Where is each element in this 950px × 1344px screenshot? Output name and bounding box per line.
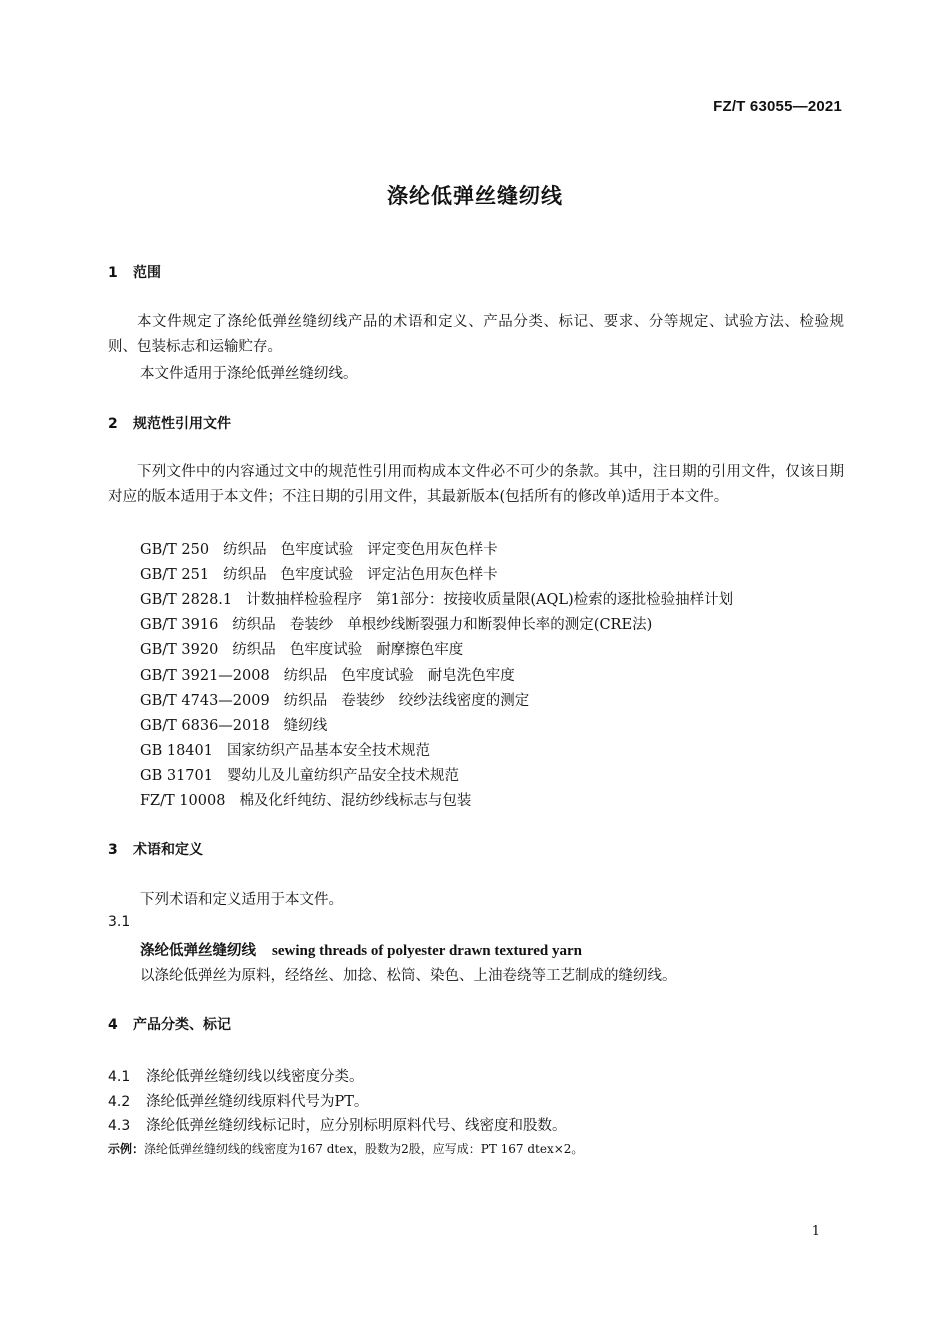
section-number: 4 [108,1017,118,1033]
reference-title-part: 色牢度试验 [341,667,414,684]
reference-title-part: 绞纱法线密度的测定 [398,692,530,709]
reference-title-part: 纺织品 [223,567,267,584]
subclause-text: 涤纶低弹丝缝纫线标记时，应分别标明原料代号、线密度和股数。 [146,1118,567,1134]
term-number: 3.1 [108,914,131,930]
reference-title-part: 单根纱线断裂强力和断裂伸长率的测定(CRE法) [347,617,653,634]
reference-item [140,664,515,685]
marking-example [108,1140,583,1157]
document-title: 涤纶低弹丝缝纫线 [387,184,563,208]
subclause-4-3 [108,1114,567,1135]
reference-code: FZ/T 10008 [140,793,226,809]
section-4-heading [108,1014,231,1034]
reference-title-part: 评定变色用灰色样卡 [367,542,498,558]
example-label: 示例： [108,1142,145,1156]
reference-title-part: 卷装纱 [341,692,385,709]
terms-intro: 下列术语和定义适用于本文件。 [140,892,343,908]
section-title: 产品分类、标记 [133,1017,231,1033]
reference-title-part: 第1部分：按接收质量限(AQL)检索的逐批检验抽样计划 [376,592,734,609]
reference-title-part: 计数抽样检验程序 [246,592,363,609]
reference-item [140,714,327,735]
subclause-text: 涤纶低弹丝缝纫线以线密度分类。 [146,1069,364,1085]
reference-code: GB/T 6836—2018 [140,717,270,734]
section-title: 术语和定义 [133,842,203,858]
standard-code: FZ/T 63055—2021 [713,98,842,115]
section-3-heading [108,839,203,859]
reference-item [140,563,498,584]
scope-paragraph: 本文件规定了涤纶低弹丝缝纫线产品的术语和定义、产品分类、标记、要求、分等规定、试验方法、检验规则、包装标志和运输贮存。 [108,314,844,355]
section-number: 3 [108,842,118,858]
reference-item [140,613,652,634]
reference-title-part: 色牢度试验 [289,642,363,659]
reference-item [140,588,733,609]
page-number: 1 [811,1224,820,1239]
reference-code: GB/T 250 [140,542,210,558]
subclause-number: 4.2 [108,1094,131,1110]
reference-item [140,638,463,659]
reference-item [140,789,471,810]
scope-applicability: 本文件适用于涤纶低弹丝缝纫线。 [140,366,358,382]
section-number: 2 [108,416,118,432]
term-definition: 以涤纶低弹丝为原料，经络丝、加捻、松筒、染色、上油卷绕等工艺制成的缝纫线。 [140,968,677,984]
reference-title-part: 婴幼儿及儿童纺织产品安全技术规范 [226,767,459,784]
section-1-heading [108,262,161,282]
reference-title-part: 纺织品 [232,642,276,659]
reference-item [140,689,529,710]
subclause-text: 涤纶低弹丝缝纫线原料代号为PT。 [146,1094,369,1110]
reference-item [140,739,430,760]
term-chinese: 涤纶低弹丝缝纫线 [140,943,256,959]
reference-title-part: 耐摩擦色牢度 [376,642,464,659]
reference-title-part: 耐皂洗色牢度 [427,667,515,684]
reference-code: GB/T 2828.1 [140,592,233,609]
reference-code: GB/T 3921—2008 [140,667,270,684]
section-2-heading [108,413,231,433]
reference-title-part: 评定沾色用灰色样卡 [367,567,498,584]
section-title: 范围 [133,265,161,281]
reference-code: GB/T 4743—2009 [140,692,270,709]
reference-code: GB/T 3920 [140,642,219,659]
subclause-number: 4.1 [108,1069,131,1085]
reference-title-part: 纺织品 [232,617,276,634]
section-title: 规范性引用文件 [133,416,231,432]
reference-title-part: 纺织品 [283,667,328,684]
subclause-4-1 [108,1065,364,1086]
reference-title-part: 缝纫线 [283,717,328,734]
section-number: 1 [108,265,118,281]
term-entry [140,939,582,960]
reference-code: GB/T 3916 [140,617,219,634]
term-english: sewing threads of polyester drawn textured yarn [272,943,582,959]
reference-title-part: 纺织品 [283,692,328,709]
subclause-number: 4.3 [108,1118,131,1134]
reference-title-part: 国家纺织产品基本安全技术规范 [226,742,430,759]
reference-code: GB 31701 [140,767,213,784]
reference-code: GB 18401 [140,742,213,759]
reference-item [140,764,459,785]
reference-title-part: 纺织品 [223,542,267,558]
reference-title-part: 棉及化纤纯纺、混纺纱线标志与包装 [239,793,472,809]
reference-title-part: 卷装纱 [289,617,334,634]
reference-code: GB/T 251 [140,567,210,584]
reference-title-part: 色牢度试验 [280,542,354,558]
normative-intro-paragraph: 下列文件中的内容通过文中的规范性引用而构成本文件必不可少的条款。其中，注日期的引用文件，仅该日期对应的版本适用于本文件；不注日期的引用文件，其最新版本(包括所有的修改单)适用于本文件。 [108,464,844,505]
subclause-4-2 [108,1090,368,1111]
reference-title-part: 色牢度试验 [280,567,354,584]
example-text: 涤纶低弹丝缝纫线的线密度为167 dtex，股数为2股，应写成：PT 167 dtex×2。 [144,1142,584,1156]
reference-item [140,538,498,559]
